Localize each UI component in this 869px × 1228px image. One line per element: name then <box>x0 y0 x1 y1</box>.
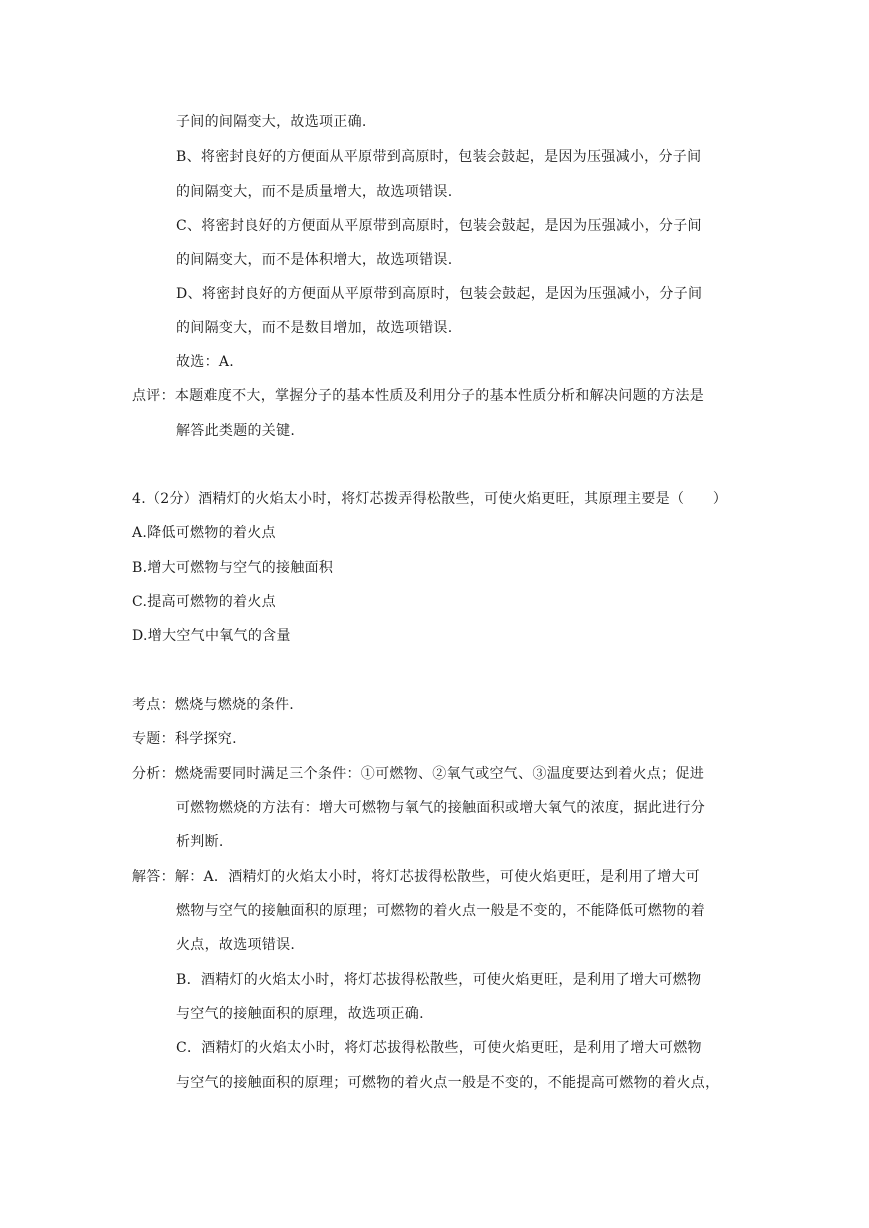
analysis-option-c-cont: 的间隔变大，而不是体积增大，故选项错误. <box>176 252 453 268</box>
jieda-option-b-cont: 与空气的接触面积的原理，故选项正确. <box>176 1006 424 1022</box>
analysis-option-b-cont: 的间隔变大，而不是质量增大，故选项错误. <box>176 184 453 200</box>
question-option-b: B.增大可燃物与空气的接触面积 <box>132 560 334 576</box>
question-option-a: A.降低可燃物的着火点 <box>132 525 276 541</box>
jieda-cont: 燃物与空气的接触面积的原理；可燃物的着火点一般是不变的，不能降低可燃物的着 <box>176 903 706 919</box>
analysis-option-c: C、将密封良好的方便面从平原带到高原时，包装会鼓起，是因为压强减小，分子间 <box>176 218 702 234</box>
analysis-line: 子间的间隔变大，故选项正确. <box>176 114 367 130</box>
fenxi-cont: 析判断. <box>176 834 224 850</box>
analysis-option-d-cont: 的间隔变大，而不是数目增加，故选项错误. <box>176 320 453 336</box>
analysis-option-d: D、将密封良好的方便面从平原带到高原时，包装会鼓起，是因为压强减小，分子间 <box>176 286 703 302</box>
fenxi-cont: 可燃物燃烧的方法有：增大可燃物与氧气的接触面积或增大氧气的浓度，据此进行分 <box>176 800 706 816</box>
jieda-option-c: C．酒精灯的火焰太小时，将灯芯拔得松散些，可使火焰更旺，是利用了增大可燃物 <box>176 1040 702 1056</box>
zhuanti: 专题：科学探究. <box>132 731 237 747</box>
fenxi: 分析：燃烧需要同时满足三个条件：①可燃物、②氧气或空气、③温度要达到着火点；促进 <box>132 766 704 782</box>
comment: 点评：本题难度不大，掌握分子的基本性质及利用分子的基本性质分析和解决问题的方法是 <box>132 388 704 404</box>
question-option-d: D.增大空气中氧气的含量 <box>132 628 291 644</box>
jieda-option-c-cont: 与空气的接触面积的原理；可燃物的着火点一般是不变的，不能提高可燃物的着火点， <box>176 1075 720 1091</box>
question-option-c: C.提高可燃物的着火点 <box>132 594 276 610</box>
jieda: 解答：解：A．酒精灯的火焰太小时，将灯芯拔得松散些，可使火焰更旺，是利用了增大可 <box>132 869 701 885</box>
answer-choice: 故选：A. <box>176 354 235 370</box>
kaodian: 考点：燃烧与燃烧的条件. <box>132 697 295 713</box>
question-stem: 4.（2分）酒精灯的火焰太小时，将灯芯拨弄得松散些，可使火焰更旺，其原理主要是（ ） <box>132 491 728 507</box>
analysis-option-b: B、将密封良好的方便面从平原带到高原时，包装会鼓起，是因为压强减小，分子间 <box>176 149 702 165</box>
jieda-cont: 火点，故选项错误. <box>176 937 296 953</box>
jieda-option-b: B．酒精灯的火焰太小时，将灯芯拔得松散些，可使火焰更旺，是利用了增大可燃物 <box>176 972 702 988</box>
comment-cont: 解答此类题的关键. <box>176 423 296 439</box>
